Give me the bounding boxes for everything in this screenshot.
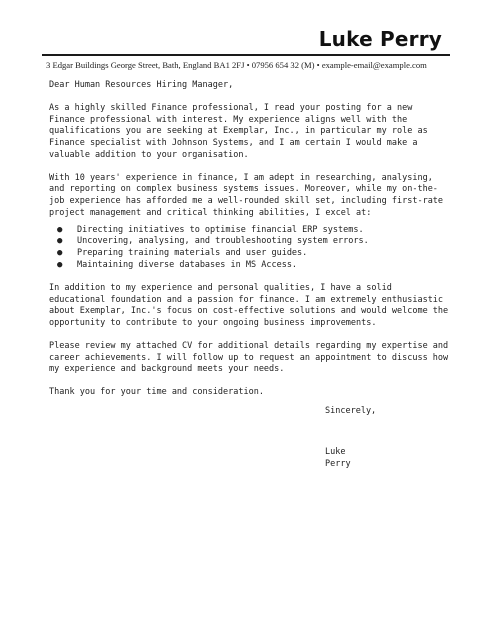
paragraph-education: In addition to my experience and personal qualities, I have a solid educational foundation and a passion for finance. I am extremely enthusiastic about Exemplar, Inc.'s focus on cost-effective solutions and would welcome the opportunity to contribute to your ongoing business improvements. (49, 283, 449, 328)
list-item (49, 236, 449, 248)
signature-last-name: Perry (325, 458, 351, 469)
list-item-text: Uncovering, analysing, and troubleshooting system errors. (77, 236, 369, 247)
skills-list (49, 225, 449, 271)
list-item (49, 260, 449, 272)
bullet-icon: ● (57, 247, 63, 258)
salutation: Dear Human Resources Hiring Manager, (49, 80, 234, 90)
letter-body (49, 80, 449, 411)
header-divider (42, 54, 450, 56)
sender-name: Luke Perry (318, 27, 442, 51)
list-item (49, 225, 449, 237)
list-item-text: Preparing training materials and user guides. (77, 247, 308, 258)
paragraph-follow-up: Please review my attached CV for additional details regarding my expertise and career achievements. I will follow up to request an appointment to discuss how my experience and background meets your needs. (49, 341, 449, 375)
paragraph-experience: With 10 years' experience in finance, I am adept in researching, analysing, and reporting on complex business systems issues. Moreover, while my on-the-job experience has afforded me a well-rounded skill set, including first-rate project management and critical thinking abilities, I excel at: (49, 172, 444, 218)
list-item (49, 248, 449, 260)
list-item-text: Maintaining diverse databases in MS Access. (77, 259, 298, 270)
list-item-text: Directing initiatives to optimise financial ERP systems. (77, 224, 364, 235)
paragraph-thanks: Thank you for your time and consideration. (49, 387, 264, 398)
signature (325, 447, 351, 470)
closing: Sincerely, (325, 406, 377, 416)
paragraph-intro: As a highly skilled Finance professional, I read your posting for a new Finance professional with interest. My experience aligns well with the qualifications you are seeking at Exemplar, Inc., in particular my role as Finance specialist with Johnson Systems, and I am certain I would make a valuable addition to your organisation. (49, 103, 428, 160)
bullet-icon: ● (57, 259, 63, 270)
signature-first-name: Luke (325, 447, 346, 457)
contact-line: 3 Edgar Buildings George Street, Bath, England BA1 2FJ • 07956 654 32 (M) • example-email@example.com (46, 60, 427, 70)
bullet-icon: ● (57, 224, 63, 235)
bullet-icon: ● (57, 236, 63, 247)
